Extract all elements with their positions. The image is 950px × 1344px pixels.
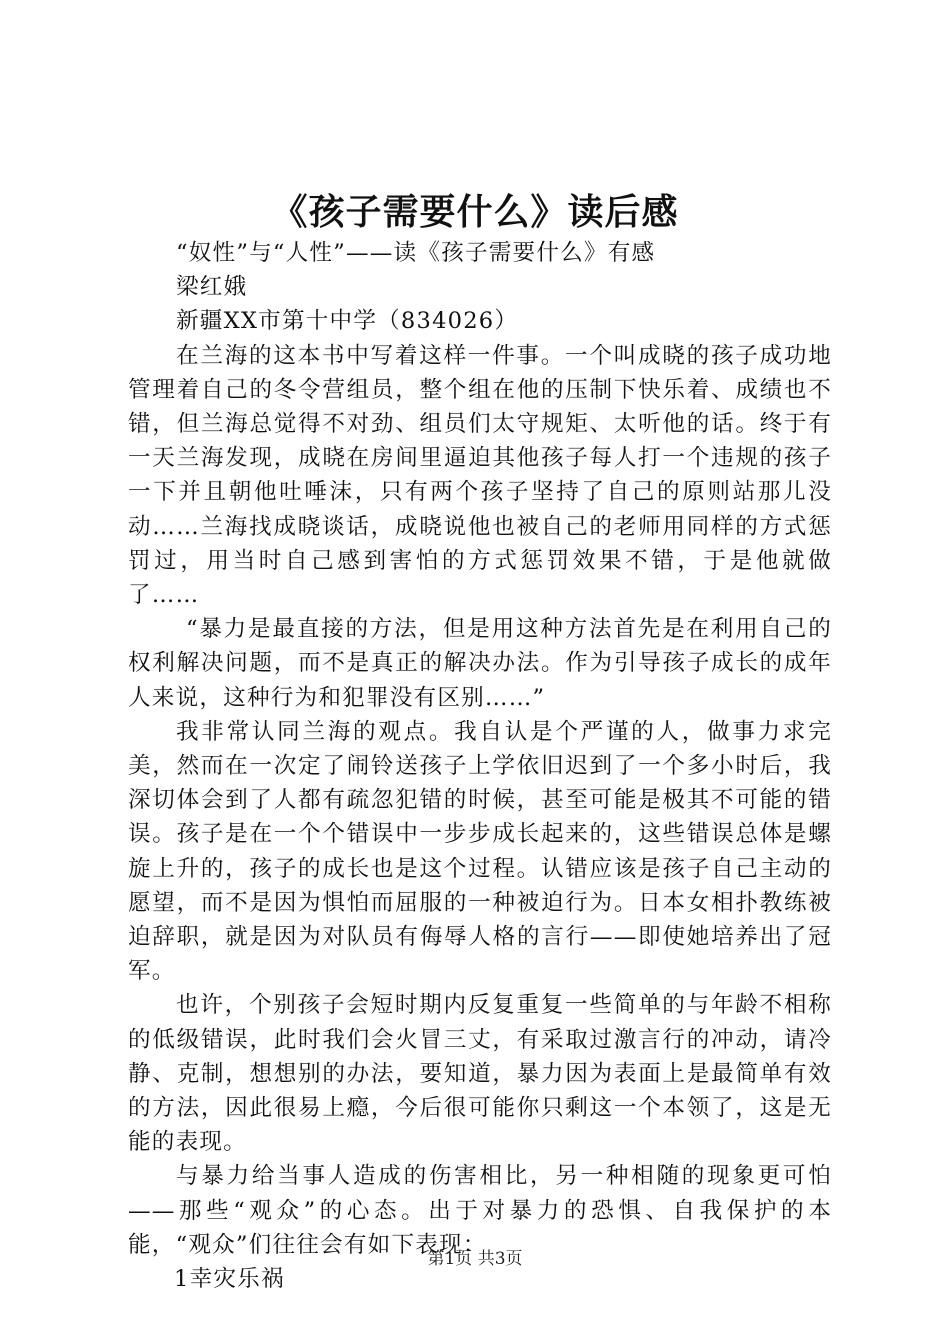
author-name: 梁红娥: [176, 274, 248, 301]
quote-paragraph: “暴力是最直接的方法，但是用这种方法首先是在利用自己的权利解决问题，而不是真正的解决办法。作为引导孩子成长的成年人来说，这种行为和犯罪没有区别……”: [128, 616, 832, 711]
list-item: 1幸灾乐祸: [174, 1266, 285, 1293]
author-affiliation: 新疆XX市第十中学（834026）: [176, 308, 519, 335]
paragraph: 也许，个别孩子会短时期内反复重复一些简单的与年龄不相称的低级错误，此时我们会火冒三丈，有采取过激言行的冲动，请冷静、克制，想想别的办法，要知道，暴力因为表面上是最简单有效的方法，因此很易上瘾，今后很可能你只剩这一个本领了，这是无能的表现。: [128, 992, 832, 1156]
paragraph: 在兰海的这本书中写着这样一件事。一个叫成晓的孩子成功地管理着自己的冬令营组员，整个组在他的压制下快乐着、成绩也不错，但兰海总觉得不对劲、组员们太守规矩、太听他的话。终于有一天兰海发现，成晓在房间里逼迫其他孩子每人打一个违规的孩子一下并且朝他吐唾沫，只有两个孩子坚持了自己的原则站那儿没动……兰海找成晓谈话，成晓说他也被自己的老师用同样的方式惩罚过，用当时自己感到害怕的方式惩罚效果不错，于是他就做了……: [128, 342, 832, 609]
document-body: [128, 236, 832, 1296]
page-footer: 第1页 共3页: [427, 1249, 523, 1269]
paragraph: 我非常认同兰海的观点。我自认是个严谨的人，做事力求完美，然而在一次定了闹铃送孩子上学依旧迟到了一个多小时后，我深切体会到了人都有疏忽犯错的时候，甚至可能是极其不可能的错误。孩子是在一个个错误中一步步成长起来的，这些错误总体是螺旋上升的，孩子的成长也是这个过程。认错应该是孩子自己主动的愿望，而不是因为惧怕而屈服的一种被迫行为。日本女相扑教练被迫辞职，就是因为对队员有侮辱人格的言行——即使她培养出了冠军。: [128, 718, 832, 985]
subtitle: “奴性”与“人性”——读《孩子需要什么》有感: [176, 240, 656, 266]
document-title: 《孩子需要什么》读后感: [271, 191, 679, 233]
paragraph: 与暴力给当事人造成的伤害相比，另一种相随的现象更可怕——那些“观众”的心态。出于对暴力的恐惧、自我保护的本能，“观众”们往往会有如下表现：: [128, 1163, 832, 1258]
